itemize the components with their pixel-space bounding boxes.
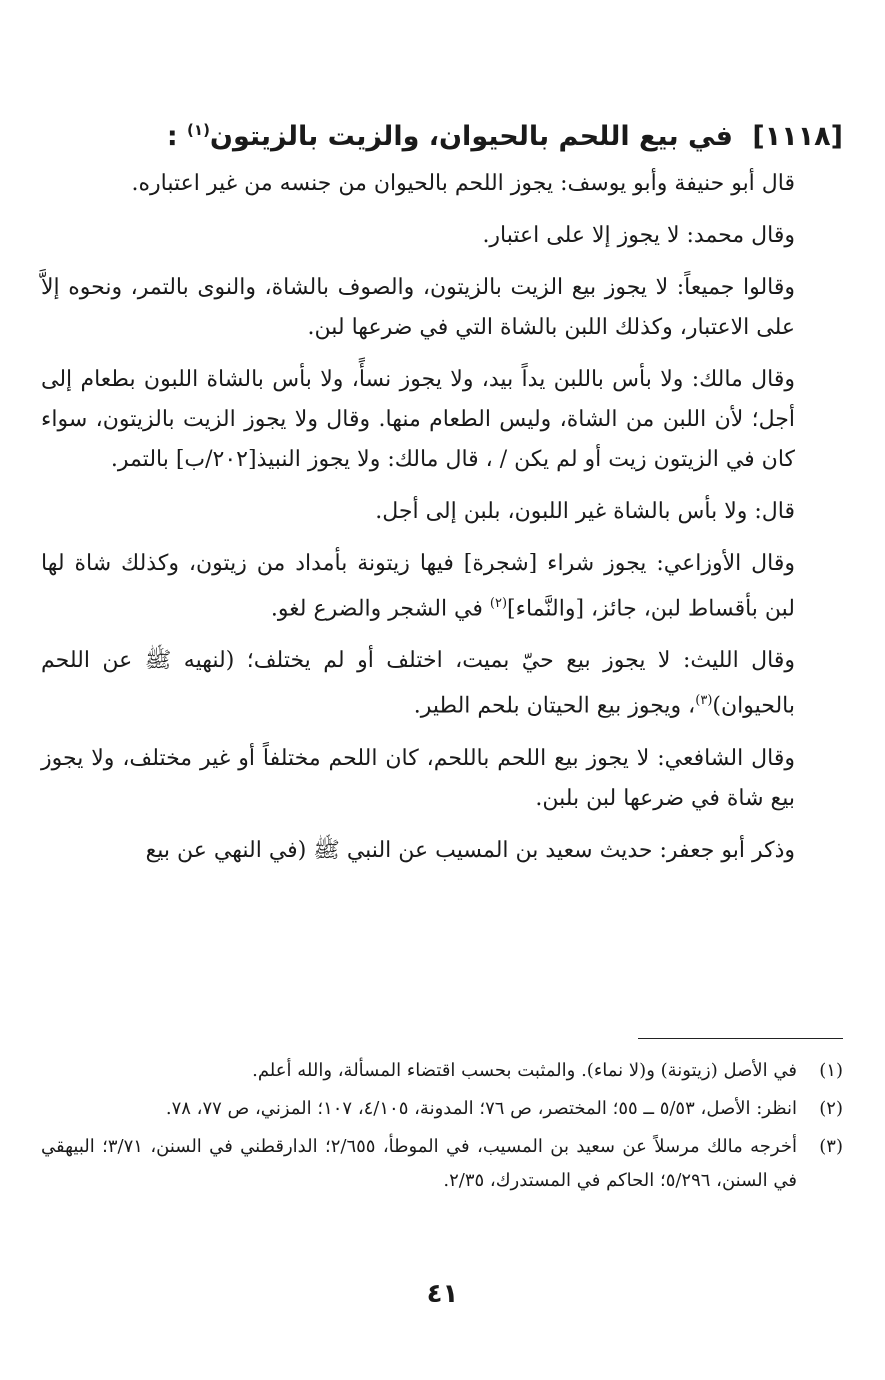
heading-colon: : xyxy=(166,121,178,152)
footnote-mark: (١) xyxy=(819,1060,843,1081)
footnotes xyxy=(41,1054,843,1202)
section-heading xyxy=(43,112,843,155)
footnote-divider xyxy=(638,1038,843,1039)
footnote-mark: (٢) xyxy=(819,1098,843,1119)
footnote xyxy=(41,1130,843,1198)
paragraph-all: وقالوا جميعاً: لا يجوز بيع الزيت بالزيتون، والصوف بالشاة، والنوى بالتمر، ونحوه إلاَّ على الاعتبار، وكذلك اللبن بالشاة التي في ضرعها لبن. xyxy=(41,275,795,340)
paragraph-abu-jafar: وذكر أبو جعفر: حديث سعيد بن المسيب عن النبي ﷺ (في النهي عن بيع xyxy=(145,837,795,863)
footnote-ref: (٣) xyxy=(695,693,713,709)
footnote-ref: (١) xyxy=(187,121,210,139)
awzai-text-end: في الشجر والضرع لغو. xyxy=(270,596,490,622)
section-number: [١١١٨] xyxy=(752,121,843,152)
main-text xyxy=(41,164,843,883)
footnote-mark: (٣) xyxy=(819,1136,843,1157)
footnote xyxy=(41,1092,843,1126)
paragraph-malik: وقال مالك: ولا بأس باللبن يداً بيد، ولا يجوز نسأً، ولا بأس بالشاة اللبون بطعام إلى أجل؛ لأن اللبن من الشاة، وليس الطعام منها. وقال ولا يجوز الزيت بالزيتون، سواء كان في الزيتون زيت أو لم يكن / ، قال مالك: ولا يجوز النبيذ[٢٠٢/ب] بالتمر. xyxy=(41,367,796,472)
layth-text: وقال الليث: لا يجوز بيع حيّ بميت، اختلف أو لم يختلف؛ (لنهيه ﷺ عن اللحم بالحيوان) xyxy=(41,648,795,719)
paragraph-abu-hanifa: قال أبو حنيفة وأبو يوسف: يجوز اللحم بالحيوان من جنسه من غير اعتباره. xyxy=(131,171,795,196)
awzai-text: وقال الأوزاعي: يجوز شراء [شجرة] فيها زيتونة بأمداد من زيتون، وكذلك شاة لها لبن بأقساط لبن، جائز، [والنَّماء] xyxy=(41,551,795,622)
page-number: ٤١ xyxy=(426,1279,459,1309)
layth-text-end: ، ويجوز بيع الحيتان بلحم الطير. xyxy=(413,693,696,719)
paragraph-layth xyxy=(41,641,843,726)
footnote-text: انظر: الأصل، ٥/٥٣ ــ ٥٥؛ المختصر، ص ٧٦؛ المدونة، ٤/١٠٥، ١٠٧؛ المزني، ص ٧٧، ٧٨. xyxy=(165,1098,797,1119)
footnote xyxy=(41,1054,843,1088)
paragraph-shafii: وقال الشافعي: لا يجوز بيع اللحم باللحم، كان اللحم مختلفاً أو غير مختلف، ولا يجوز بيع شاة في ضرعها لبن بلبن. xyxy=(41,745,795,811)
footnote-ref: (٢) xyxy=(489,596,508,611)
paragraph-qala: قال: ولا بأس بالشاة غير اللبون، بلبن إلى أجل. xyxy=(375,499,795,524)
paragraph-awzai xyxy=(41,544,843,629)
paragraph-muhammad: وقال محمد: لا يجوز إلا على اعتبار. xyxy=(482,223,795,248)
footnote-text: في الأصل (زيتونة) و(لا نماء). والمثبت بحسب اقتضاء المسألة، والله أعلم. xyxy=(252,1060,797,1081)
footnote-text: أخرجه مالك مرسلاً عن سعيد بن المسيب، في الموطأ، ٢/٦٥٥؛ الدارقطني في السنن، ٣/٧١؛ البيهقي في السنن، ٥/٢٩٦؛ الحاكم في المستدرك، ٢/٣٥. xyxy=(41,1136,797,1191)
section-title: في بيع اللحم بالحيوان، والزيت بالزيتون xyxy=(209,121,733,152)
